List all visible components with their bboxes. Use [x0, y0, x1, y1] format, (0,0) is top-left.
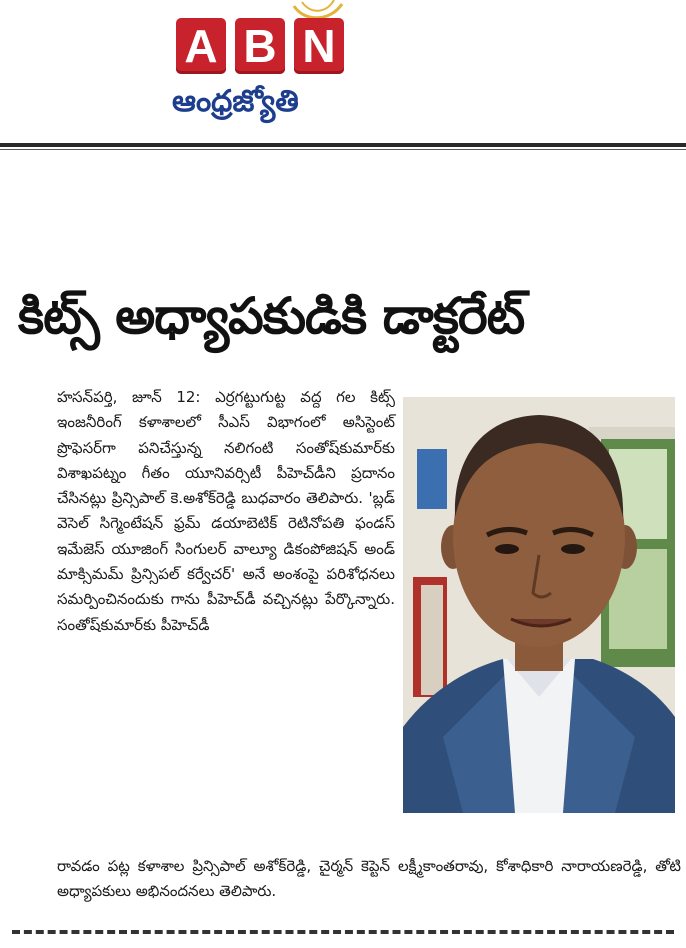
- logo-letter-a: A: [176, 18, 226, 74]
- portrait-image: [403, 397, 675, 813]
- article-photo: [403, 397, 675, 813]
- masthead-divider-thin: [0, 149, 686, 150]
- article-body-continued: రావడం పట్ల కళాశాల ప్రిన్సిపాల్ అశోక్‌రెడ్డి, చైర్మన్ కెప్టెన్ లక్ష్మీకాంతరావు, కోశాధికారి నారాయణరెడ్డి, తోటి అధ్యాపకులు అభినందనలు తెలిపారు.: [57, 857, 681, 901]
- article-body-column: హసన్‌పర్తి, జూన్ 12: ఎర్రగట్టుగుట్ట వద్ద గల కిట్స్ ఇంజనీరింగ్ కళాశాలలో సీఎస్ విభాగంలో అసిస్టెంట్ ప్రొఫెసర్‌గా పనిచేస్తున్న నలిగంటి సంతోష్‌కుమార్‌కు విశాఖపట్నం గీతం యూనివర్సిటీ పీహెచ్‌డీని ప్రదానం చేసినట్లు ప్రిన్సిపాల్ కె.అశోక్‌రెడ్డి బుధవారం తెలిపారు. 'బ్లడ్ వెసెల్ సిగ్మెంటేషన్ ఫ్రమ్ డయాబెటిక్ రెటినోపతి ఫండస్ ఇమేజెస్ యూజింగ్ సింగులర్ వాల్యూ డికంపోజిషన్ అండ్ మాక్సిమమ్ ప్రిన్సిపల్ కర్వేచర్' అనే అంశంపై పరిశోధనలు సమర్పించినందుకు గాను పీహెచ్‌డీ వచ్చినట్లు పేర్కొన్నారు. సంతోష్‌కుమార్‌కు పీహెచ్‌డీ: [57, 388, 395, 634]
- newspaper-name: ఆంధ్రజ్యోతి: [172, 84, 299, 119]
- page-bottom-divider: [12, 930, 674, 934]
- logo-letter-n: N: [294, 18, 344, 74]
- logo-letter-b: B: [235, 18, 285, 74]
- masthead-divider: [0, 143, 686, 147]
- article-headline: కిట్స్ అధ్యాపకుడికి డాక్టరేట్: [18, 287, 525, 345]
- masthead: [0, 0, 686, 150]
